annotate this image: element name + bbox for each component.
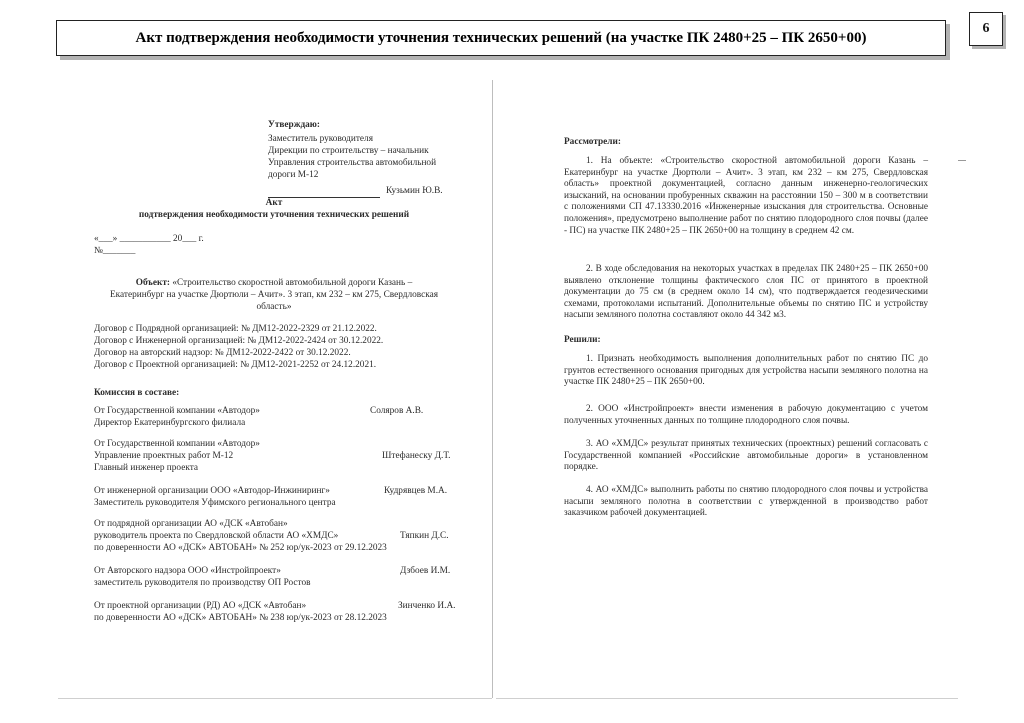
- approve-line-1: Заместитель руководителя: [268, 134, 373, 144]
- act-title: Акт: [265, 198, 283, 208]
- contract-line-4: Договор с Проектной организацией: № ДМ12-2021-2252 от 24.12.2021.: [94, 360, 377, 370]
- member-4-line-2: руководитель проекта по Свердловской области АО «ХМДС»: [94, 531, 339, 541]
- object-line-3: область»: [256, 302, 292, 312]
- object-label: Объект:: [135, 278, 170, 288]
- decision-3: 3. АО «ХМДС» результат принятых технических (проектных) решений согласовать с Государственной компанией «Российские автомобильные дороги» в установленном порядке.: [564, 439, 928, 473]
- member-2-line-3: Главный инженер проекта: [94, 463, 199, 473]
- member-3-line-2: Заместитель руководителя Уфимского регионального центра: [94, 498, 336, 508]
- member-1-line-1: От Государственной компании «Автодор»: [94, 406, 260, 416]
- decision-4: 4. АО «ХМДС» выполнить работы по снятию плодородного слоя почвы и устройства насыпи земляного полотна в соответствии с утвержденной в производство работ заказчиком рабочей документацией.: [564, 485, 928, 519]
- date-line: «___» ___________ 20___ г.: [94, 234, 204, 244]
- act-subtitle: подтверждения необходимости уточнения технических решений: [138, 210, 410, 220]
- considered-paragraph-2: 2. В ходе обследования на некоторых участках в пределах ПК 2480+25 – ПК 2650+00 выявлено отклонение толщины фактического слоя ПС от принятого в проектной документации до 75 см (в среднем около 14 см), что подтверждается геодезическими схемами, протоколами испытаний. Дополнительные объемы по снятию ПС и устройству насыпи земляного полотна составляют около 44 342 м3.: [564, 264, 928, 321]
- left-page-bottom-edge: [58, 698, 492, 699]
- member-3-name: Кудрявцев М.А.: [384, 486, 448, 496]
- slide-title: [56, 20, 946, 56]
- member-4-line-3: по доверенности АО «ДСК» АВТОБАН» № 252 юр/ук-2023 от 29.12.2023: [94, 543, 387, 553]
- approve-line-2: Дирекции по строительству – начальник: [268, 146, 429, 156]
- page-number: 6: [982, 21, 990, 36]
- number-line: №_______: [94, 246, 136, 256]
- member-6-line-1: От проектной организации (РД) АО «ДСК «Автобан»: [94, 601, 307, 611]
- considered-paragraph-1: 1. На объекте: «Строительство скоростной автомобильной дороги Казань – Екатеринбург на участке Дюртюли – Ачит». 3 этап, км 232 – км 275, Свердловская область» проектной документацией, согласно данным инженерно-геологических изысканий, на основании пробуренных скважин на расстоянии 150 – 300 м в соответствии с положениями СП 47.13330.2016 «Инженерные изыскания для строительства. Основные положения», предусмотрено выполнение работ по снятию плодородного слоя почвы (далее - ПС) на участке ПК 2480+25 – ПК 2650+00 на толщину в среднем 42 см.: [564, 156, 928, 236]
- approve-heading: Утверждаю:: [268, 120, 320, 130]
- member-1-line-2: Директор Екатеринбургского филиала: [94, 418, 246, 428]
- approver-signature: [268, 186, 443, 198]
- member-6-name: Зинченко И.А.: [398, 601, 456, 611]
- approver-name: Кузьмин Ю.В.: [386, 186, 443, 196]
- signature-line: [268, 188, 380, 198]
- commission-heading: Комиссия в составе:: [94, 388, 180, 398]
- right-document-page: [496, 80, 956, 698]
- member-5-line-2: заместитель руководителя по производству ОП Ростов: [94, 578, 311, 588]
- member-2-line-2: Управление проектных работ М-12: [94, 451, 234, 461]
- left-document-page: [58, 78, 490, 698]
- decision-2: 2. ООО «Инстройпроект» внести изменения в рабочую документацию с учетом полученных уточненных данных по толщине плодородного слоя почвы.: [564, 404, 928, 426]
- considered-heading: Рассмотрели:: [564, 137, 621, 147]
- contract-line-1: Договор с Подрядной организацией: № ДМ12-2022-2329 от 21.12.2022.: [94, 324, 377, 334]
- member-3-line-1: От инженерной организации ООО «Автодор-Инжиниринг»: [94, 486, 330, 496]
- decision-1: 1. Признать необходимость выполнения дополнительных работ по снятию ПС до грунтов естественного основания пригодных для устройства насыпи земляного полотна на участке ПК 2480+25 – ПК 2650+00.: [564, 354, 928, 388]
- page-divider-left: [492, 80, 493, 698]
- object-line-2: Екатеринбург на участке Дюртюли – Ачит». 3 этап, км 232 – км 275, Свердловская: [109, 290, 439, 300]
- member-2-name: Штефанеску Д.Т.: [382, 451, 451, 461]
- approve-line-4: дороги М-12: [268, 170, 319, 180]
- scan-tick-mark: [958, 160, 966, 161]
- object-text-1: «Строительство скоростной автомобильной дороги Казань –: [172, 278, 413, 288]
- member-4-line-1: От подрядной организации АО «ДСК «Автобан»: [94, 519, 288, 529]
- member-2-line-1: От Государственной компании «Автодор»: [94, 439, 260, 449]
- member-5-name: Дзбоев И.М.: [400, 566, 451, 576]
- contract-line-3: Договор на авторский надзор: № ДМ12-2022-2422 от 30.12.2022.: [94, 348, 351, 358]
- object-line-1: [58, 278, 490, 290]
- member-6-line-2: по доверенности АО «ДСК» АВТОБАН» № 238 юр/ук-2023 от 28.12.2023: [94, 613, 387, 623]
- slide-title-text: Акт подтверждения необходимости уточнения технических решений (на участке ПК 2480+25 – ПК 2650+00): [135, 29, 867, 46]
- member-5-line-1: От Авторского надзора ООО «Инстройпроект»: [94, 566, 281, 576]
- decided-heading: Решили:: [564, 335, 601, 345]
- member-1-name: Соляров А.В.: [370, 406, 424, 416]
- right-page-bottom-edge: [496, 698, 958, 699]
- contract-line-2: Договор с Инженерной организацией: № ДМ12-2022-2424 от 30.12.2022.: [94, 336, 384, 346]
- page-number-badge: [969, 12, 1003, 46]
- approve-line-3: Управления строительства автомобильной: [268, 158, 437, 168]
- member-4-name: Тяпкин Д.С.: [400, 531, 449, 541]
